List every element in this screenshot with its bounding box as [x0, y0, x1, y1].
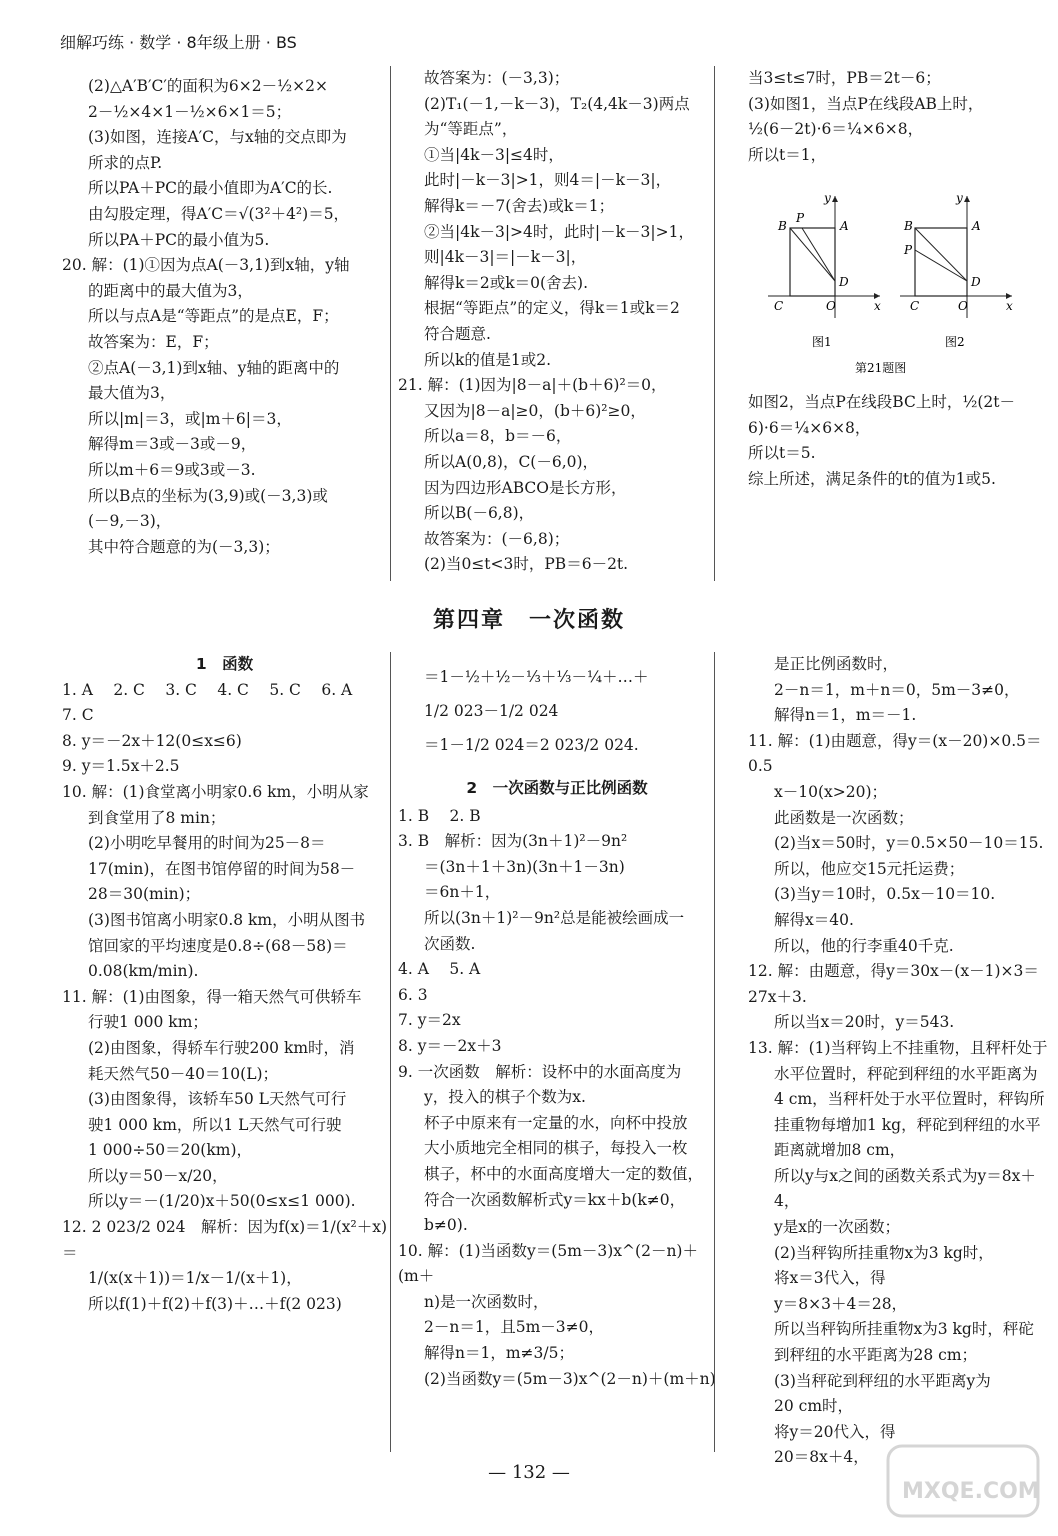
fig1-label-P: P — [796, 211, 805, 225]
text-line: ①当|4k－3|≤4时， — [424, 145, 564, 164]
text-line: 20＝8x＋4， — [774, 1448, 869, 1467]
fig2-label-B: B — [904, 219, 913, 233]
fig2-label-O: O — [958, 299, 968, 313]
text-line: 6)·6＝¼×6×8， — [748, 418, 871, 437]
text-line: 1/(x(x＋1))＝1/x－1/(x＋1)， — [88, 1269, 302, 1288]
text-line: 解得k＝－7(舍去)或k＝1； — [424, 196, 615, 215]
fig1-label-y: y — [824, 191, 831, 205]
text-line: 所以t＝1， — [748, 145, 827, 164]
fig2-label-y: y — [956, 191, 963, 205]
column-divider — [714, 652, 715, 1452]
text-line: 20. 解：(1)①因为点A(－3,1)到x轴，y轴 — [62, 256, 350, 275]
text-line: 此函数是一次函数； — [774, 808, 914, 827]
text-line: 因为四边形ABCO是长方形， — [424, 478, 627, 497]
text-line: 9. 一次函数 解析：设杯中的水面高度为 — [398, 1062, 682, 1081]
text-line: 0.08(km/min). — [88, 962, 199, 981]
text-line: 的距离中的最大值为3， — [88, 281, 253, 300]
text-line: 所以当x＝20时，y＝543. — [774, 1013, 955, 1032]
column-divider — [714, 66, 715, 581]
text-line: 11. 解：(1)由图象，得一箱天然气可供轿车 — [62, 987, 362, 1006]
figure-21 — [760, 188, 1020, 393]
text-line: b≠0). — [424, 1216, 468, 1235]
bottom-column-2-top — [398, 660, 716, 762]
fig1-caption: 图1 — [812, 335, 832, 349]
text-line: (3)如图，连接A′C，与x轴的交点即为 — [88, 128, 347, 147]
bottom-column-1 — [62, 652, 387, 1317]
text-line: 所以PA＋PC的最小值为5. — [88, 230, 270, 249]
fig2-label-D: D — [971, 275, 981, 289]
text-line: 综上所述，满足条件的t的值为1或5. — [748, 469, 996, 488]
section-title: 2 一次函数与正比例函数 — [466, 779, 648, 797]
fig1-label-C: C — [774, 299, 784, 313]
text-line: (3)由图象得，该轿车50 L天然气可行 — [88, 1090, 347, 1109]
text-line: ②当|4k－3|>4时，此时|－k－3|>1， — [424, 222, 694, 241]
text-line: 驶1 000 km，所以1 L天然气可行驶 — [88, 1115, 342, 1134]
text-line: 耗天然气50－40＝10(L)； — [88, 1064, 279, 1083]
text-line: 8. y＝－2x＋12(0≤x≤6) — [62, 731, 242, 750]
fig1-label-x: x — [874, 299, 881, 313]
text-line: 所以B(－6,8)， — [424, 504, 535, 523]
svg-text:MXQE.COM: MXQE.COM — [902, 1479, 1040, 1504]
text-line: 由勾股定理，得A′C＝√(3²＋4²)＝5， — [88, 204, 350, 223]
text-line: ＝1－1/2 024＝2 023/2 024. — [424, 736, 639, 754]
text-line: 所以y与x之间的函数关系式为y＝8x＋4， — [774, 1166, 1036, 1211]
text-line: (2)由图象，得轿车行驶200 km时，消 — [88, 1038, 355, 1057]
text-line: y＝8×3＋4＝28， — [774, 1294, 908, 1313]
page-number: — 132 — — [488, 1462, 570, 1483]
section-title: 1 函数 — [195, 655, 254, 673]
bottom-column-3 — [748, 652, 1048, 1471]
text-line: ②点A(－3,1)到x轴、y轴的距离中的 — [88, 358, 340, 377]
text-line: 1. B 2. B — [398, 806, 481, 825]
running-header: 细解巧练 · 数学 · 8年级上册 · BS — [60, 33, 297, 52]
text-line: ½(6－2t)·6＝¼×6×8， — [748, 120, 924, 139]
fig1-label-D: D — [839, 275, 849, 289]
text-line: x－10(x>20)； — [774, 782, 888, 801]
text-line: 则|4k－3|＝|－k－3|， — [424, 248, 587, 267]
text-line: ＝1－½＋½－⅓＋⅓－¼＋…＋ — [424, 668, 649, 686]
text-line: 将y＝20代入，得 — [774, 1422, 896, 1441]
text-line: 行驶1 000 km； — [88, 1013, 208, 1032]
fig2-caption: 图2 — [945, 335, 965, 349]
text-line: 水平位置时，秤砣到秤纽的水平距离为 — [774, 1064, 1038, 1083]
top-column-3a — [748, 66, 1048, 168]
text-line: 挂重物每增加1 kg，秤砣到秤纽的水平 — [774, 1115, 1041, 1134]
top-column-2 — [398, 66, 716, 578]
text-line: 如图2，当点P在线段BC上时，½(2t－ — [748, 393, 1015, 411]
text-line: y，投入的棋子个数为x. — [424, 1088, 586, 1107]
text-line: 符合一次函数解析式y＝kx＋b(k≠0， — [424, 1190, 686, 1209]
text-line: (3)当y＝10时，0.5x－10＝10. — [774, 885, 996, 904]
text-line: 所以B点的坐标为(3,9)或(－3,3)或 — [88, 486, 328, 505]
text-line: 所以k的值是1或2. — [424, 350, 552, 369]
text-line: 所以y＝50－x/20， — [88, 1166, 228, 1185]
fig1-label-O: O — [826, 299, 836, 313]
figure-2 — [900, 191, 1013, 349]
text-line: 17(min)，在图书馆停留的时间为58－ — [88, 859, 356, 878]
text-line: (－9,－3)， — [88, 512, 172, 531]
text-line: 根据“等距点”的定义，得k＝1或k＝2 — [424, 299, 680, 318]
text-line: 解得n＝1，m＝－1. — [774, 706, 917, 725]
text-line: 将x＝3代入，得 — [774, 1269, 886, 1288]
text-line: (2)T₁(－1,－k－3)，T₂(4,4k－3)两点 — [424, 94, 690, 113]
text-line: 杯子中原来有一定量的水，向杯中投放 — [424, 1113, 688, 1132]
bottom-column-1-body — [62, 678, 387, 1318]
fig2-label-A: A — [972, 219, 981, 233]
text-line: 28＝30(min)； — [88, 885, 201, 904]
bottom-column-2 — [398, 660, 716, 1392]
text-line: 解得k＝2或k＝0(舍去). — [424, 273, 589, 292]
fig2-label-x: x — [1006, 299, 1013, 313]
text-line: 6. 3 — [398, 985, 428, 1004]
text-line: 故答案为：(－6,8)； — [424, 529, 570, 548]
text-line: (2)△A′B′C′的面积为6×2－½×2× — [88, 77, 328, 95]
text-line: 所以当秤钩所挂重物x为3 kg时，秤砣 — [774, 1320, 1034, 1339]
figure-1 — [768, 191, 881, 349]
text-line: 此时|－k－3|>1，则4＝|－k－3|， — [424, 171, 672, 190]
bottom-column-2-body — [398, 804, 716, 1393]
text-line: 故答案为：(－3,3)； — [424, 69, 570, 87]
column-divider — [390, 66, 391, 581]
text-line: 所以，他应交15元托运费； — [774, 859, 965, 878]
text-line: 所以t＝5. — [748, 444, 816, 463]
column-divider — [390, 652, 391, 1452]
text-line: 所以f(1)＋f(2)＋f(3)＋…＋f(2 023) — [88, 1294, 342, 1313]
text-line: 所以A(0,8)，C(－6,0)， — [424, 452, 599, 471]
text-line: 9. y＝1.5x＋2.5 — [62, 757, 180, 776]
text-line: 所以|m|＝3，或|m＋6|＝3， — [88, 409, 292, 428]
text-line: 到食堂用了8 min； — [88, 808, 226, 827]
top-column-1 — [62, 74, 387, 560]
fig1-label-B: B — [778, 219, 787, 233]
fig1-label-A: A — [840, 219, 849, 233]
text-line: 11. 解：(1)由题意，得y＝(x－20)×0.5＝0.5 — [748, 731, 1042, 776]
text-line: 解得x＝40. — [774, 910, 854, 929]
text-line: 到秤纽的水平距离为28 cm； — [774, 1346, 978, 1365]
text-line: (3)如图1，当点P在线段AB上时， — [748, 94, 984, 113]
fig2-label-P: P — [904, 243, 913, 257]
text-line: 所以y＝－(1/20)x＋50(0≤x≤1 000). — [88, 1192, 356, 1211]
text-line: 21. 解：(1)因为|8－a|＋(b＋6)²＝0， — [398, 376, 667, 395]
text-line: 是正比例函数时， — [774, 655, 899, 673]
text-line: 12. 2 023/2 024 解析：因为f(x)＝1/(x²＋x)＝ — [62, 1218, 387, 1262]
text-line: (2)小明吃早餐用的时间为25－8＝ — [88, 834, 326, 853]
chapter-title: 第四章 一次函数 — [432, 608, 625, 633]
text-line: 符合题意. — [424, 324, 491, 343]
text-line: 8. y＝－2x＋3 — [398, 1036, 502, 1055]
text-line: 解得m＝3或－3或－9， — [88, 435, 257, 454]
text-line: 又因为|8－a|≥0，(b＋6)²≥0， — [424, 401, 646, 420]
fig2-label-C: C — [910, 299, 920, 313]
text-line: 2－½×4×1－½×6×1＝5； — [88, 102, 292, 121]
text-line: (2)当秤钩所挂重物x为3 kg时， — [774, 1243, 994, 1262]
text-line: 10. 解：(1)食堂离小明家0.6 km，小明从家 — [62, 782, 369, 801]
text-line: 所求的点P. — [88, 153, 163, 172]
text-line: 馆回家的平均速度是0.8÷(68－58)＝ — [88, 936, 348, 955]
text-line: 其中符合题意的为(－3,3)； — [88, 537, 280, 556]
text-line: 所以(3n＋1)²－9n²总是能被绘画成一 — [424, 908, 685, 927]
text-line: (2)当x＝50时，y＝0.5×50－10＝15. — [774, 834, 1044, 853]
text-line: n)是一次函数时， — [424, 1292, 549, 1311]
text-line: 7. y＝2x — [398, 1011, 461, 1030]
text-line: 当3≤t≤7时，PB＝2t－6； — [748, 69, 941, 87]
figure-21-caption: 第21题图 — [855, 361, 907, 375]
text-line: 4 cm，当秤杆处于水平位置时，秤钩所 — [774, 1090, 1045, 1109]
text-line: (2)当函数y＝(5m－3)x^(2－n)＋(m＋n) — [424, 1369, 716, 1388]
text-line: 1. A 2. C 3. C 4. C 5. C 6. A — [62, 680, 353, 699]
text-line: 所以PA＋PC的最小值即为A′C的长. — [88, 179, 333, 198]
text-line: 10. 解：(1)当函数y＝(5m－3)x^(2－n)＋(m＋ — [398, 1241, 698, 1286]
text-line: 次函数. — [424, 934, 476, 953]
text-line: 所以，他的行李重40千克. — [774, 936, 954, 955]
text-line: 最大值为3， — [88, 384, 176, 403]
text-line: 所以m＋6＝9或3或－3. — [88, 460, 256, 479]
text-line: 7. C — [62, 706, 94, 725]
text-line: 2－n＝1，且5m－3≠0， — [424, 1318, 604, 1337]
text-line: 距离就增加8 cm， — [774, 1141, 906, 1160]
text-line: 3. B 解析：因为(3n＋1)²－9n² — [398, 832, 628, 851]
text-line: ＝6n＋1， — [424, 883, 501, 902]
top-column-3b — [748, 390, 1048, 492]
text-line: 棋子，杯中的水面高度增大一定的数值， — [424, 1164, 704, 1183]
text-line: 4. A 5. A — [398, 960, 481, 979]
text-line: (3)图书馆离小明家0.8 km，小明从图书 — [88, 910, 366, 929]
text-line: 2－n＝1，m＋n＝0，5m－3≠0， — [774, 680, 1020, 699]
text-line: 13. 解：(1)当秤钩上不挂重物，且秤杆处于 — [748, 1038, 1048, 1057]
text-line: 1 000÷50＝20(km)， — [88, 1141, 252, 1160]
text-line: ＝(3n＋1＋3n)(3n＋1－3n) — [424, 857, 625, 876]
text-line: 20 cm时， — [774, 1397, 854, 1416]
text-line: 故答案为：E，F； — [88, 332, 219, 351]
text-line: 12. 解：由题意，得y＝30x－(x－1)×3＝27x＋3. — [748, 962, 1039, 1006]
text-line: 所以与点A是“等距点”的是点E，F； — [88, 307, 339, 326]
text-line: (2)当0≤t<3时，PB＝6－2t. — [424, 555, 629, 574]
text-line: 大小质地完全相同的棋子，每投入一枚 — [424, 1139, 688, 1158]
text-line: 1/2 023－1/2 024 — [424, 702, 559, 720]
figure-21-diagrams — [760, 188, 1020, 393]
text-line: y是x的一次函数； — [774, 1218, 900, 1237]
text-line: 解得n＝1，m≠3/5； — [424, 1344, 574, 1363]
text-line: 所以a＝8，b＝－6， — [424, 427, 572, 446]
text-line: 为“等距点”， — [424, 120, 518, 139]
text-line: (3)当秤砣到秤纽的水平距离y为 — [774, 1371, 991, 1390]
watermark-logo — [880, 1438, 1050, 1528]
bottom-column-3-body — [748, 652, 1048, 1471]
